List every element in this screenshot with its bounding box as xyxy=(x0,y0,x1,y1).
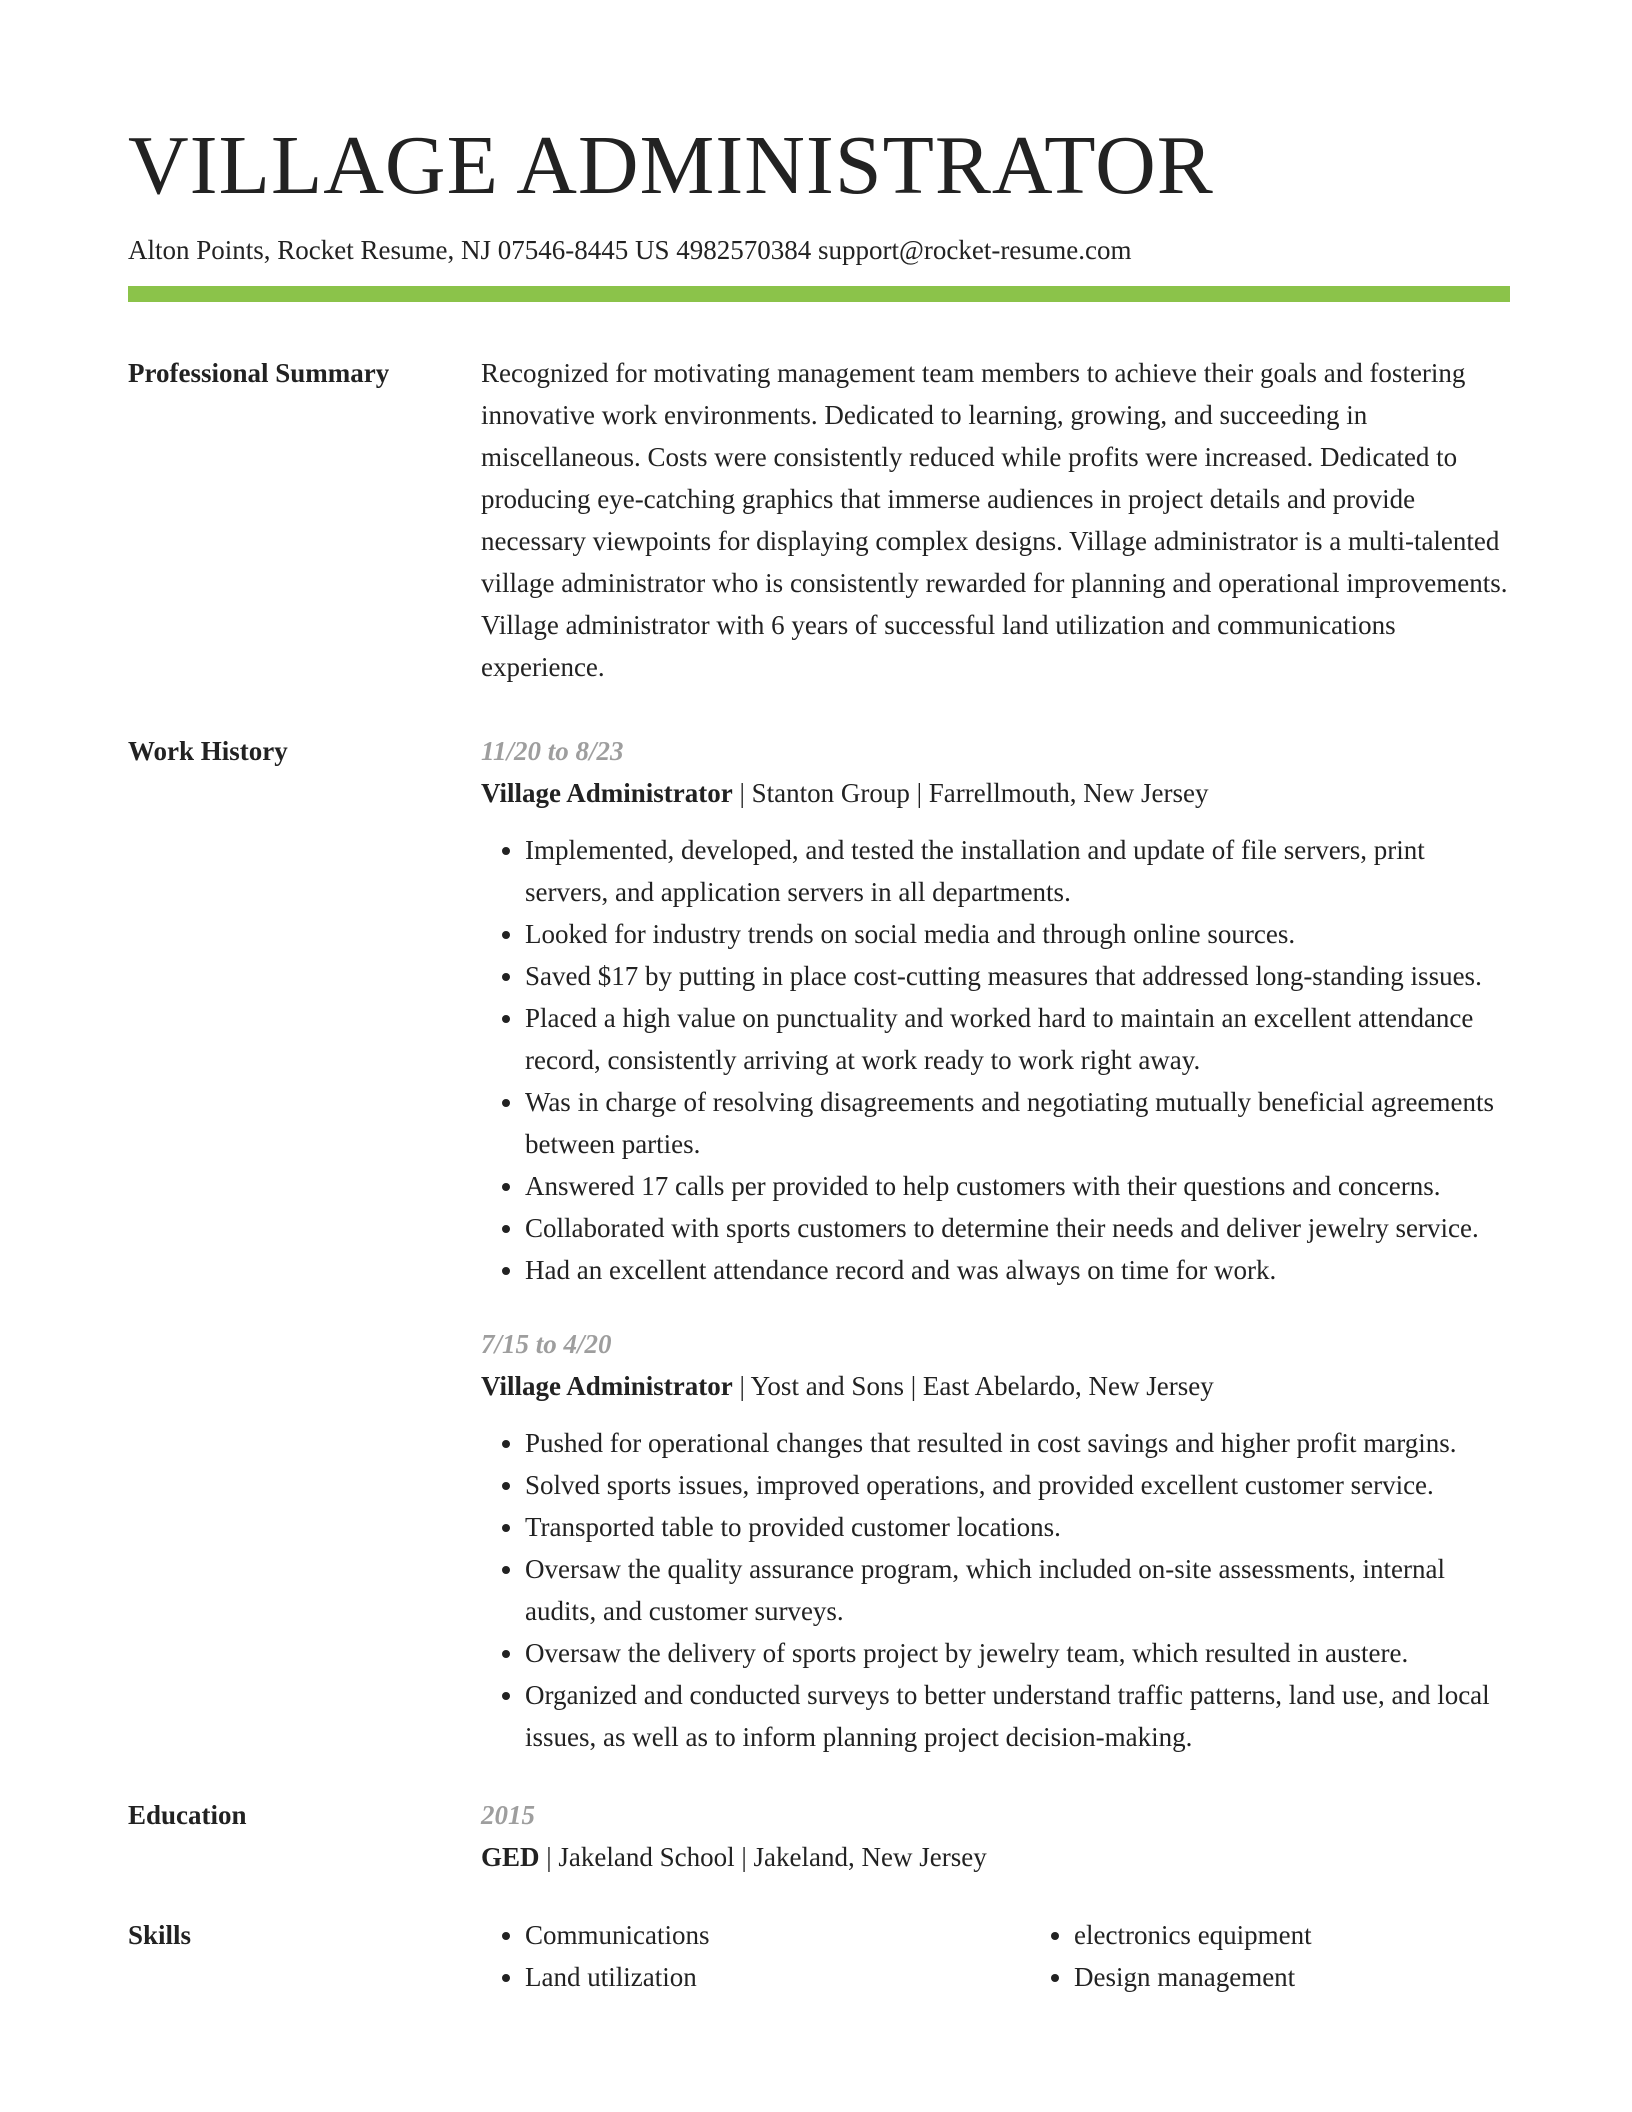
job-details: | Stanton Group | Farrellmouth, New Jersey xyxy=(732,778,1209,809)
job-bullet: • Collaborated with sports customers to determine their needs and deliver jewelry service. xyxy=(525,1207,1510,1249)
skills-heading: Skills xyxy=(128,1920,192,1951)
education-details: | Jakeland School | Jakeland, New Jersey xyxy=(539,1842,987,1873)
skills-grid xyxy=(481,1914,1510,1998)
job-bullet: • Implemented, developed, and tested the installation and update of file servers, print servers, and application servers in all departments. xyxy=(525,829,1510,913)
candidate-name: VILLAGE ADMINISTRATOR xyxy=(128,119,1214,212)
job-header xyxy=(481,1365,1510,1407)
job-bullet: • Answered 17 calls per provided to help customers with their questions and concerns. xyxy=(525,1165,1510,1207)
job-bullet: • Organized and conducted surveys to better understand traffic patterns, land use, and local issues, as well as to inform planning project decision-making. xyxy=(525,1674,1510,1758)
work-history-section xyxy=(128,730,1510,1758)
job-bullets xyxy=(481,829,1510,1291)
job-bullet: • Placed a high value on punctuality and worked hard to maintain an excellent attendance record, consistently arriving at work ready to work right away. xyxy=(525,997,1510,1081)
summary-section xyxy=(128,352,1510,688)
accent-divider xyxy=(128,286,1510,302)
education-year: 2015 xyxy=(481,1800,535,1831)
job-bullet: • Oversaw the quality assurance program, which included on-site assessments, internal audits, and customer surveys. xyxy=(525,1548,1510,1632)
job-bullet: • Was in charge of resolving disagreements and negotiating mutually beneficial agreements between parties. xyxy=(525,1081,1510,1165)
job-header xyxy=(481,772,1510,814)
job-title: Village Administrator xyxy=(481,778,733,809)
skills-body xyxy=(481,1914,1510,1998)
work-history-body xyxy=(481,730,1510,1758)
education-section xyxy=(128,1794,1510,1878)
job-bullets xyxy=(481,1422,1510,1758)
education-degree: GED xyxy=(481,1842,540,1873)
job-bullet: • Oversaw the delivery of sports project by jewelry team, which resulted in austere. xyxy=(525,1632,1510,1674)
contact-line: Alton Points, Rocket Resume, NJ 07546-8445 US 4982570384 support@rocket-resume.com xyxy=(128,235,1132,265)
summary-text: Recognized for motivating management team members to achieve their goals and fostering innovative work environments. Dedicated to learning, growing, and succeeding in miscellaneous. Costs were consistently reduced while profits were increased. Dedicated to producing eye-catching graphics that immerse audiences in project details and provide necessary viewpoints for displaying complex designs. Village administrator is a multi-talented village administrator who is consistently rewarded for planning and operational improvements. Village administrator with 6 years of successful land utilization and communications experience. xyxy=(481,358,1508,683)
job-title: Village Administrator xyxy=(481,1371,733,1402)
skills-section xyxy=(128,1914,1510,1998)
skill-item: • Communications xyxy=(525,1914,1030,1956)
skill-item: • Land utilization xyxy=(525,1956,1030,1998)
job-details: | Yost and Sons | East Abelardo, New Jersey xyxy=(732,1371,1214,1402)
education-body xyxy=(481,1794,1510,1878)
summary-heading: Professional Summary xyxy=(128,358,390,389)
job-bullet: • Looked for industry trends on social media and through online sources. xyxy=(525,913,1510,955)
job-entry xyxy=(481,1323,1510,1758)
resume-page xyxy=(128,0,1510,1998)
job-bullet: • Pushed for operational changes that resulted in cost savings and higher profit margins. xyxy=(525,1422,1510,1464)
job-entry xyxy=(481,730,1510,1291)
education-entry xyxy=(481,1836,1510,1878)
work-history-heading: Work History xyxy=(128,736,288,767)
job-bullet: • Transported table to provided customer locations. xyxy=(525,1506,1510,1548)
skills-column-left xyxy=(481,1914,1030,1998)
skill-item: • electronics equipment xyxy=(1074,1914,1579,1956)
education-heading: Education xyxy=(128,1800,247,1831)
job-bullet: • Solved sports issues, improved operations, and provided excellent customer service. xyxy=(525,1464,1510,1506)
job-dates: 7/15 to 4/20 xyxy=(481,1329,612,1360)
job-bullet: • Had an excellent attendance record and was always on time for work. xyxy=(525,1249,1510,1291)
skills-column-right xyxy=(1030,1914,1579,1998)
job-bullet: • Saved $17 by putting in place cost-cutting measures that addressed long-standing issues. xyxy=(525,955,1510,997)
skill-item: • Design management xyxy=(1074,1956,1579,1998)
job-dates: 11/20 to 8/23 xyxy=(481,736,624,767)
